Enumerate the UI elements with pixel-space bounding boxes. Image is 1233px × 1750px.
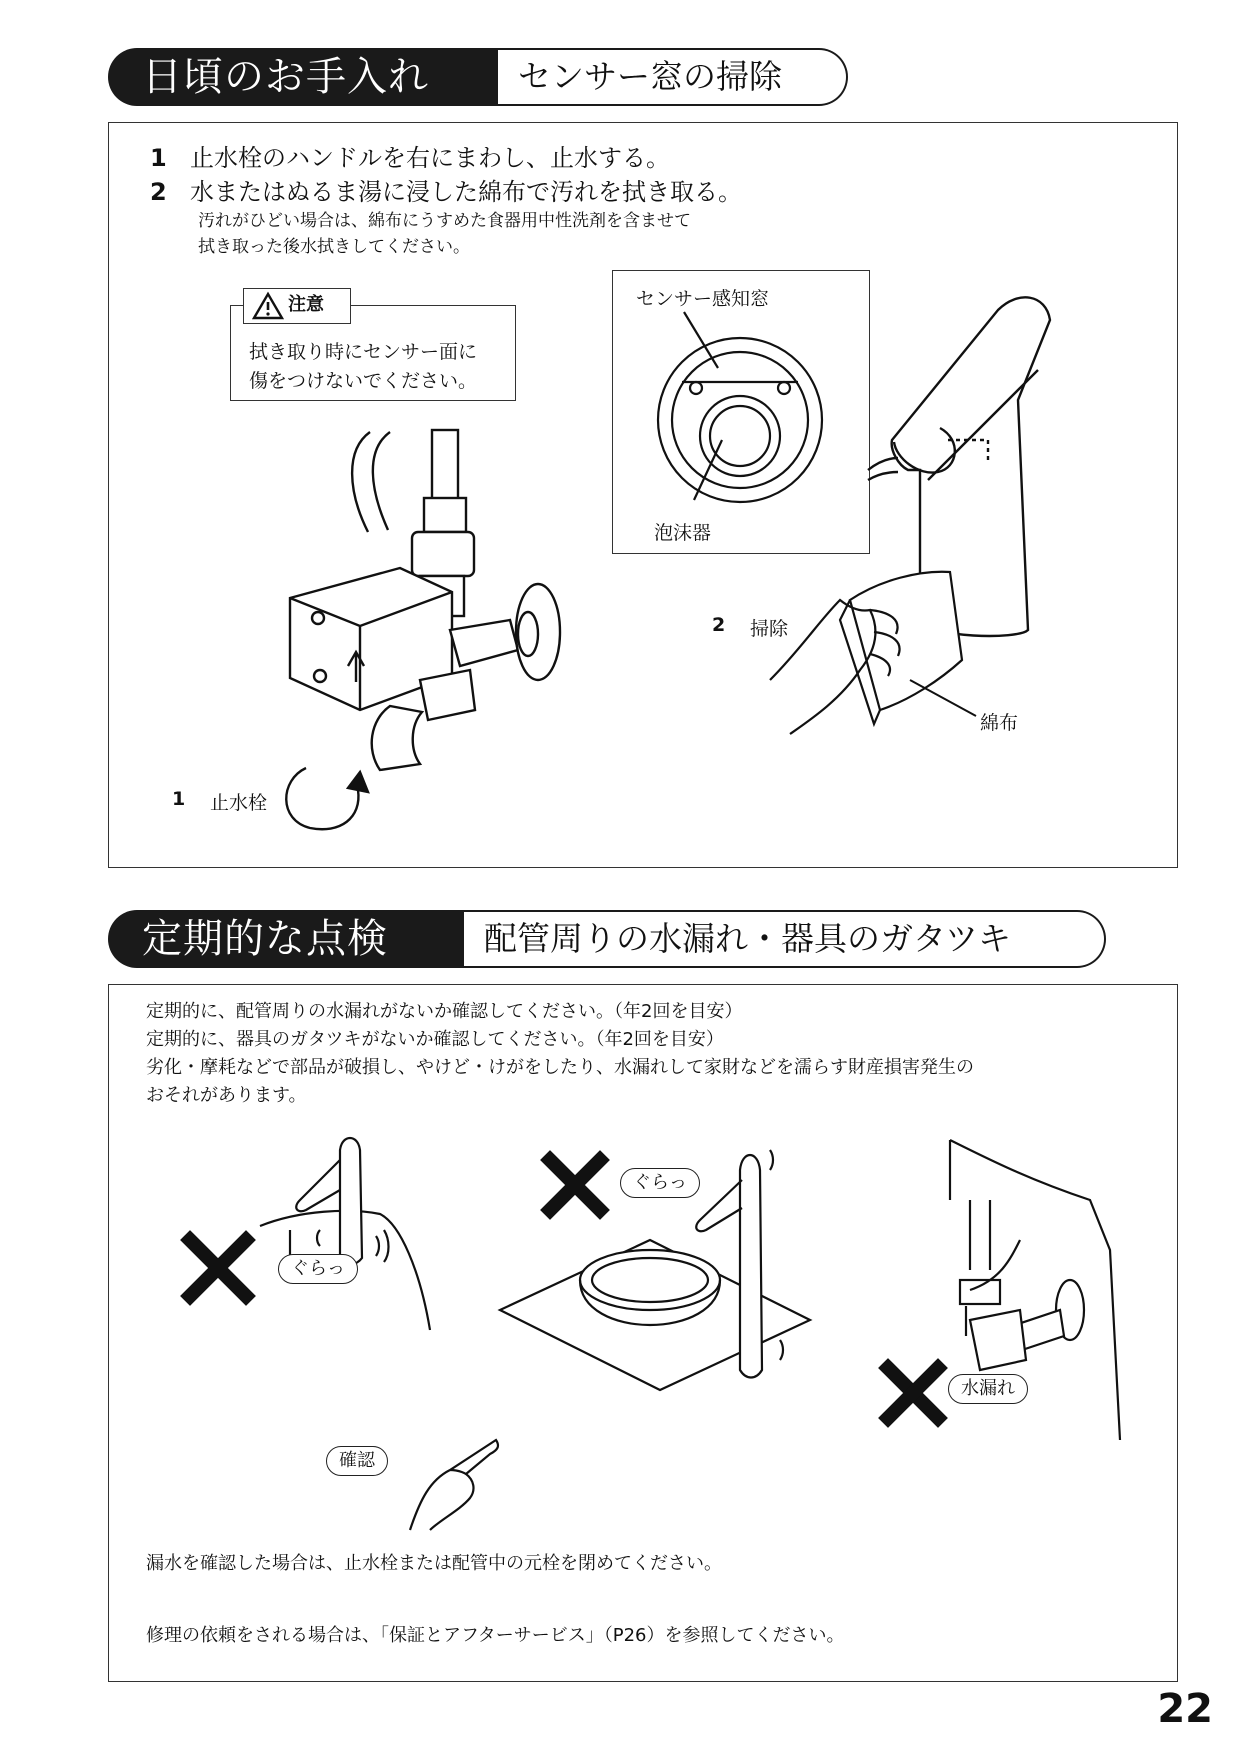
caution-box: [230, 294, 516, 401]
step-2-number: 2: [150, 178, 167, 206]
step-2-note-line-1: 汚れがひどい場合は、綿布にうすめた食器用中性洗剤を含ませて: [198, 211, 691, 231]
intro-line-1: 定期的に、配管周りの水漏れがないか確認してください。（年2回を目安）: [146, 1001, 743, 1022]
step-2-note-line-2: 拭き取った後水拭きしてください。: [198, 237, 470, 257]
section2-title: 定期的な点検: [108, 910, 464, 968]
step1-label-number: 1: [172, 788, 186, 810]
caution-tab: [243, 288, 351, 324]
check-bubble: 確認: [326, 1446, 388, 1476]
cloth-label: 綿布: [980, 712, 1019, 734]
x-mark-icon: [550, 1160, 600, 1210]
section1-header: [108, 48, 848, 106]
under-sink-leak-illustration: [870, 1140, 1130, 1460]
intro-line-3: 劣化・摩耗などで部品が破損し、やけど・けがをしたり、水漏れして家財などを濡らす財産損害発生の: [146, 1057, 974, 1078]
page-number: 22: [1157, 1686, 1213, 1732]
cloth-leader-line: [910, 680, 980, 720]
step1-label-text: 止水栓: [210, 792, 268, 814]
intro-line-2: 定期的に、器具のガタツキがないか確認してください。（年2回を目安）: [146, 1029, 724, 1050]
step-2-text: 水またはぬるま湯に浸した綿布で汚れを拭き取る。: [190, 178, 742, 206]
warning-triangle-icon: [252, 292, 284, 320]
wobble-bubble-2: ぐらっ: [620, 1168, 700, 1198]
intro-line-4: おそれがあります。: [146, 1085, 307, 1106]
footer-line-2: 修理の依頼をされる場合は、「保証とアフターサービス」（P26）を参照してください。: [146, 1625, 845, 1646]
caution-text: [249, 338, 477, 396]
section2-header: [108, 910, 1106, 968]
wobble-faucet-illustration-1: [180, 1130, 450, 1340]
section1-title: 日頃のお手入れ: [108, 48, 498, 106]
footer-line-1: 漏水を確認した場合は、止水栓または配管中の元栓を閉めてください。: [146, 1553, 722, 1574]
step-1: [150, 138, 670, 173]
x-mark-icon: [190, 1240, 246, 1296]
aerator-label: 泡沫器: [654, 522, 712, 544]
leak-bubble: 水漏れ: [948, 1374, 1028, 1404]
sensor-window-label: センサー感知窓: [636, 288, 770, 310]
stop-valve-illustration: [270, 420, 600, 840]
section2-subtitle: 配管周りの水漏れ・器具のガタツキ: [464, 910, 1106, 968]
x-mark-icon: [888, 1368, 938, 1418]
section1-subtitle: センサー窓の掃除: [498, 48, 848, 106]
step-2: [150, 172, 742, 207]
step2-label-number: 2: [712, 614, 726, 636]
caution-line-2: 傷をつけないでください。: [249, 370, 478, 392]
wobble-bubble-1: ぐらっ: [278, 1254, 358, 1284]
step-1-text: 止水栓のハンドルを右にまわし、止水する。: [190, 144, 670, 172]
step2-label-text: 掃除: [750, 618, 789, 640]
caution-line-1: 拭き取り時にセンサー面に: [249, 341, 478, 363]
sensor-window-diagram: [612, 270, 870, 554]
caution-title: 注意: [288, 294, 324, 315]
pointing-hand-icon: [400, 1440, 500, 1530]
step-1-number: 1: [150, 144, 167, 172]
